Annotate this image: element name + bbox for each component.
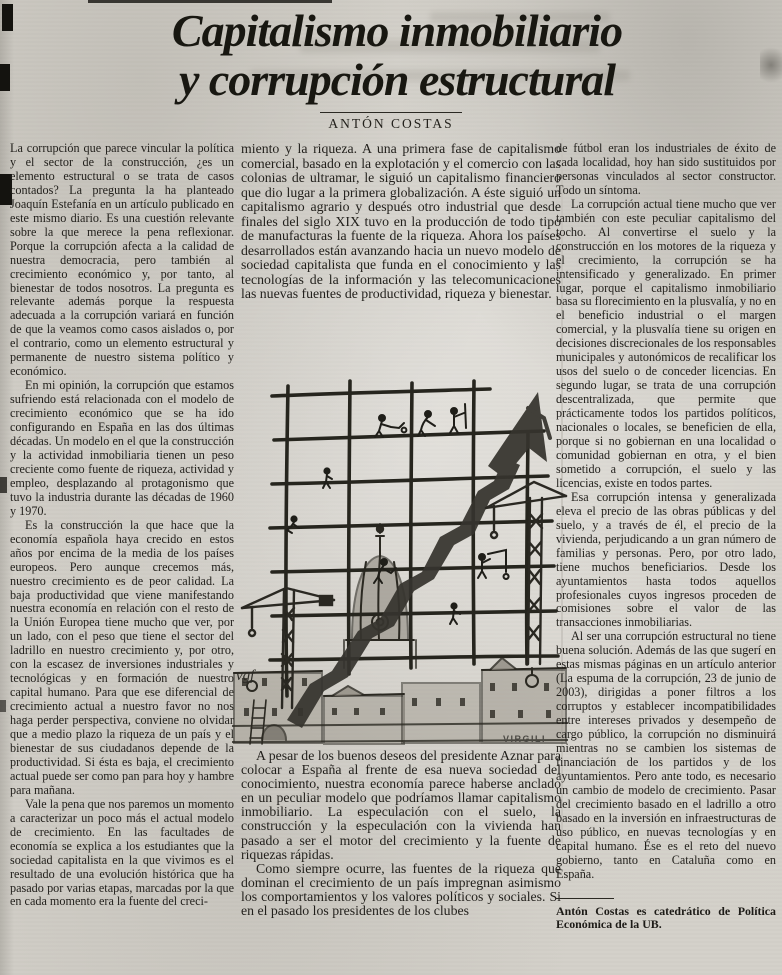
article-title <box>40 6 754 104</box>
editorial-cartoon <box>232 378 568 746</box>
paragraph: Al ser una corrupción estructural no tiene buena solución. Además de las que sugerí en estas mismas páginas en un artículo anterior (La espuma de la corrupción, 23 de junio de 2003), dirigidas a poner filtros a los corruptos y establecer incompatibilidades entre intereses privados y desempeño de cargo público, la corrupción no disminuirá mientras no se cambien los sistemas de financiación de los partidos y de los ayuntamientos. Pero ante todo, es necesario un cambio de modelo de crecimiento. Pasar del crecimiento basado en el ladrillo a otro basado en la inversión en infraestructuras de uso público, en nuevas tecnologías y en capital humano. Ése es el reto del nuevo gobierno, tanto en Cataluña como en España. <box>556 629 776 881</box>
scan-artifact <box>0 64 10 91</box>
column-left <box>10 142 234 909</box>
artist-signature: vgf <box>236 668 255 684</box>
author-note <box>556 898 776 933</box>
paragraph: Como siempre ocurre, las fuentes de la riqueza que dominan el crecimiento de un país impregnan asimismo los comportamientos y los valores políticos y sociales. Si en el pasado los presidentes de los clubes <box>241 860 561 919</box>
divider <box>556 898 614 899</box>
column-middle-top <box>241 142 561 302</box>
paragraph: de fútbol eran los industriales de éxito de cada localidad, hoy han sido sustituidos por personas vinculados al sector constructor. Todo un síntoma. <box>556 141 776 197</box>
paragraph: La corrupción actual tiene mucho que ver también con este peculiar capitalismo del tocho. Al convertirse el suelo y la construcción en los motores de la riqueza y el crecimiento, la corrupción se ha intensificado y generalizado. En primer lugar, porque el capitalismo inmobiliario basa su florecimiento en la plusvalía, y no en el beneficio industrial o el margen comercial, y la plusvalía tiene su origen en decisiones discrecionales de los responsables municipales y autonómicos de recalificar los usos del suelo o de conceder licencias. En segundo lugar, se trata de una corrupción descentralizada, que permite que prácticamente todos los partidos políticos, nacionales o locales, se beneficien de ella, porque si no gobiernan en una localidad o comunidad gobiernan en otra, y el bien sometido a corrupción, el suelo y las licencias, existe en todos partes. <box>556 196 776 490</box>
paragraph: Es la construcción la que hace que la economía española haya crecido en estos años por encima de la media de los países europeos. Pero aunque crecemos más, nuestro crecimiento es de peor calidad. La baja productividad que viene manifestando nuestra economía en relación con el resto de la Unión Europea tiene mucho que ver, por un lado, con el peso que tiene el sector del ladrillo en nuestro crecimiento y, por otro, con la escasez de inversiones industriales y tecnológicas y en formación de nuestro capital humano. Para que ese diferencial de crecimiento actual a nuestro favor no nos haga perder perspectiva, conviene no olvidar que a medio plazo la riqueza de un país y el bienestar de sus ciudadanos depende de la productividad. Si ésta es baja, el crecimiento actual puede ser como pan para hoy y hambre para mañana. <box>10 517 234 797</box>
author-bio: Antón Costas es catedrático de Política Económica de la UB. <box>556 903 776 932</box>
illustration-credit: VIRGILI <box>502 734 546 744</box>
column-middle-bottom <box>241 749 561 918</box>
byline <box>0 112 782 133</box>
paragraph: A pesar de los buenos deseos del presidente Aznar para colocar a España al frente de esa nueva sociedad del conocimiento, nuestra economía parece haberse anclado en un peculiar modelo que podríamos llamar capitalismo inmobiliario. La especulación con el suelo, la construcción y la especulación con la vivienda han pasado a ser el motor del crecimiento y la fuente de riquezas rápidas. <box>241 748 561 862</box>
paragraph: La corrupción que parece vincular la política y el sector de la construcción, ¿es un elemento estructural o se trata de casos contados? La pregunta la ha planteado Joaquín Estefanía en un artículo publicado en este mismo diario. Es una cuestión relevante sobre la que merece la pena reflexionar. Porque la corrupción afecta a la calidad de nuestra democracia, pero también al crecimiento económico y, por tanto, al bienestar de todos nosotros. La pregunta es relevante además porque la respuesta adecuada a la corrupción variará en función de que la veamos como casos aislados o, por el contrario, como un elemento estructural y permanente de nuestro sistema político y económico. <box>10 141 234 379</box>
column-right <box>556 142 776 932</box>
title-line-1: Capitalismo inmobiliario <box>171 5 623 56</box>
paragraph: Vale la pena que nos paremos un momento a caracterizar un poco más el actual modelo de crecimiento. En las facultades de economía se explica a los estudiantes que la sociedad capitalista en la que vivimos es el resultado de una evolución histórica que ha pasado por varias etapas, marcadas por la que en cada momento era la fuente del creci- <box>10 796 234 909</box>
paragraph: miento y la riqueza. A una primera fase de capitalismo comercial, basado en la explotación y el comercio con las colonias de ultramar, le siguió un capitalismo financiero que dio lugar a la primera globalización. A éste siguió un capitalismo agrario y después otro industrial que desde finales del siglo XIX tuvo en la producción de todo tipo de manufacturas la fuente de la riqueza. Ahora los países desarrollados están avanzando hacia un nuevo modelo de sociedad capitalista que funda en el conocimiento y las tecnologías de la información y las telecomunicaciones las nuevas fuentes de productividad, riqueza y bienestar. <box>241 141 561 301</box>
byline-author: ANTÓN COSTAS <box>320 112 461 132</box>
scan-artifact <box>0 477 7 493</box>
scan-artifact <box>760 42 782 88</box>
scan-artifact <box>0 700 6 712</box>
title-line-2: y corrupción estructural <box>178 54 616 105</box>
scan-artifact <box>88 0 332 3</box>
paragraph: En mi opinión, la corrupción que estamos sufriendo está relacionada con el modelo de crecimiento económico que se ha ido configurando en España en las dos últimas décadas. Un modelo en el que la construcción y la actividad inmobiliaria tienen un peso creciente como fuente de riqueza, actividad y empleo, desplazando al protagonismo que tuvo la industria durante las décadas de 1960 y 1970. <box>10 378 234 518</box>
scan-artifact <box>2 4 13 31</box>
paragraph: Esa corrupción intensa y generalizada eleva el precio de las obras públicas y del suelo, y a través de él, el precio de la vivienda, perjudicando a un gran número de familias y personas. Pero, por otro lado, tiene muchos beneficiarios. Desde los ayuntamientos hasta todos aquellos profesionales cuyos ingresos proceden de comisiones sobre el valor de las transacciones inmobiliarias. <box>556 489 776 630</box>
